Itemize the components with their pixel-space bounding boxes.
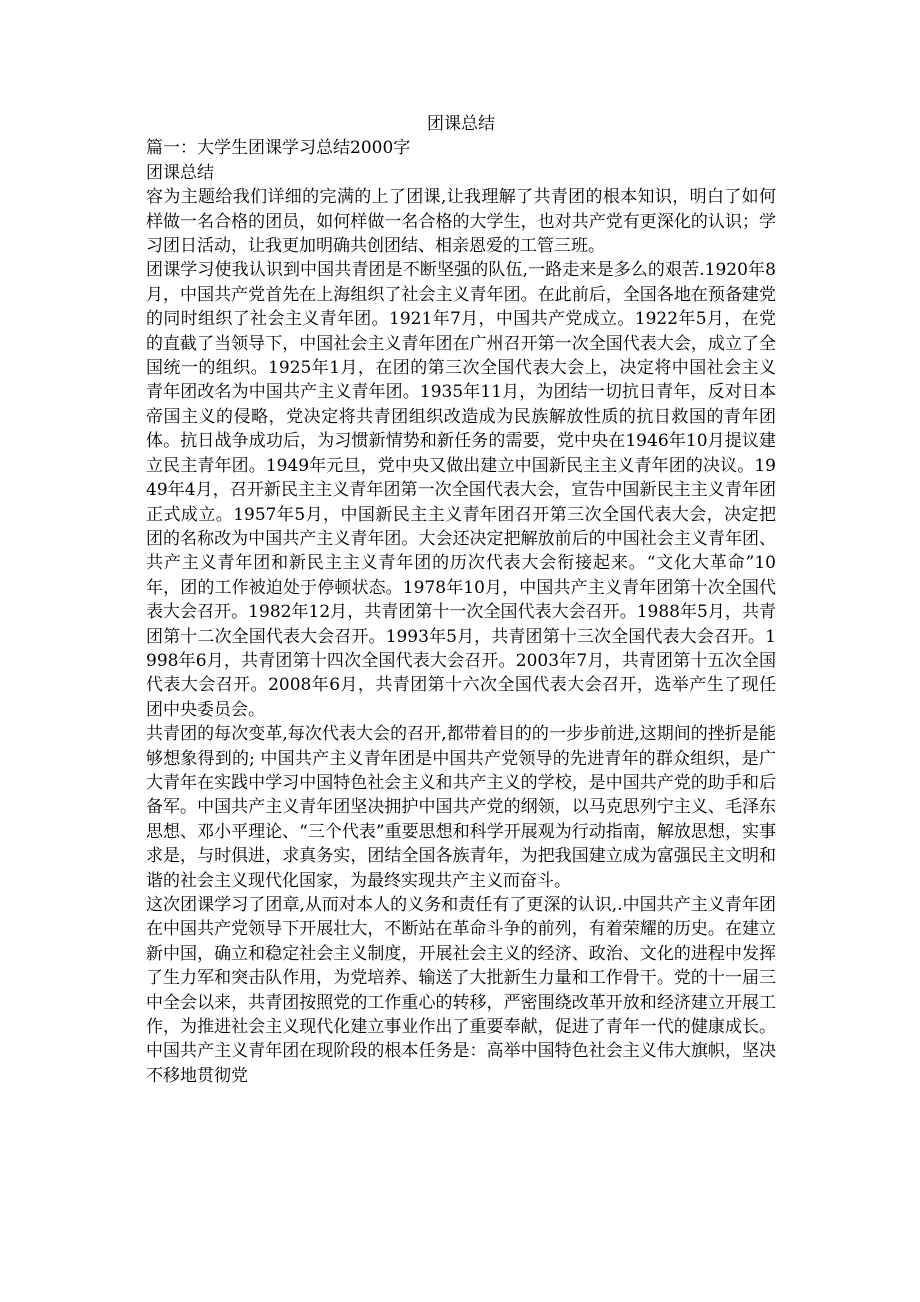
document-subtitle: 篇一：大学生团课学习总结2000字 — [146, 138, 411, 159]
document-heading: 团课总结 — [146, 162, 214, 183]
paragraph-intro: 容为主题给我们详细的完满的上了团课,让我理解了共青团的根本知识，明白了如何样做一名合格的团员，如何样做一名合格的大学生，也对共产党有更深化的认识；学习团日活动，让我更加明确共创团结、相亲恩爱的工管三班。 — [146, 187, 776, 257]
document-page — [146, 112, 776, 1088]
paragraph-nature: 共青团的每次变革,每次代表大会的召开,都带着目的的一步步前进,这期间的挫折是能够想象得到的; 中国共产主义青年团是中国共产党领导的先进青年的群众组织，是广大青年在实践中学习中国特色社会主义和共产主义的学校，是中国共产党的助手和后备军。中国共产主义青年团坚决拥护中国共产党的纲领，以马克思列宁主义、毛泽东思想、邓小平理论、“三个代表”重要思想和科学开展观为行动指南，解放思想，实事求是，与时俱进，求真务实，团结全国各族青年，为把我国建立成为富强民主文明和谐的社会主义现代化国家，为最终实现共产主义而奋斗。 — [146, 724, 776, 891]
document-title: 团课总结 — [427, 114, 495, 134]
paragraph-charter: 这次团课学习了团章,从而对本人的义务和责任有了更深的认识,.中国共产主义青年团在中国共产党领导下开展壮大，不断站在革命斗争的前列，有着荣耀的历史。在建立新中国，确立和稳定社会主义制度，开展社会主义的经济、政治、文化的进程中发挥了生力军和突击队作用，为党培养、输送了大批新生力量和工作骨干。党的十一届三中全会以来，共青团按照党的工作重心的转移，严密围绕改革开放和经济建立开展工作，为推进社会主义现代化建立事业作出了重要奉献，促进了青年一代的健康成长。中国共产主义青年团在现阶段的根本任务是：高举中国特色社会主义伟大旗帜，坚决不移地贯彻党 — [146, 895, 776, 1086]
paragraph-history: 团课学习使我认识到中国共青团是不断坚强的队伍,一路走来是多么的艰苦.1920年8月，中国共产党首先在上海组织了社会主义青年团。在此前后，全国各地在预备建党的同时组织了社会主义青年团。1921年7月，中国共产党成立。1922年5月，在党的直截了当领导下，中国社会主义青年团在广州召开第一次全国代表大会，成立了全国统一的组织。1925年1月，在团的第三次全国代表大会上，决定将中国社会主义青年团改名为中国共产主义青年团。1935年11月，为团结一切抗日青年，反对日本帝国主义的侵略，党决定将共青团组织改造成为民族解放性质的抗日救国的青年团体。抗日战争成功后，为习惯新情势和新任务的需要，党中央在1946年10月提议建立民主青年团。1949年元旦，党中央又做出建立中国新民主主义青年团的决议。1949年4月，召开新民主主义青年团第一次全国代表大会，宣告中国新民主主义青年团正式成立。1957年5月，中国新民主主义青年团召开第三次全国代表大会，决定把团的名称改为中国共产主义青年团。大会还决定把解放前后的中国社会主义青年团、共产主义青年团和新民主主义青年团的历次代表大会衔接起来。“文化大革命”10年，团的工作被迫处于停顿状态。1978年10月，中国共产主义青年团第十次全国代表大会召开。1982年12月，共青团第十一次全国代表大会召开。1988年5月，共青团第十二次全国代表大会召开。1993年5月，共青团第十三次全国代表大会召开。1998年6月，共青团第十四次全国代表大会召开。2003年7月，共青团第十五次全国代表大会召开。2008年6月，共青团第十六次全国代表大会召开，选举产生了现任团中央委员会。 — [146, 260, 776, 720]
